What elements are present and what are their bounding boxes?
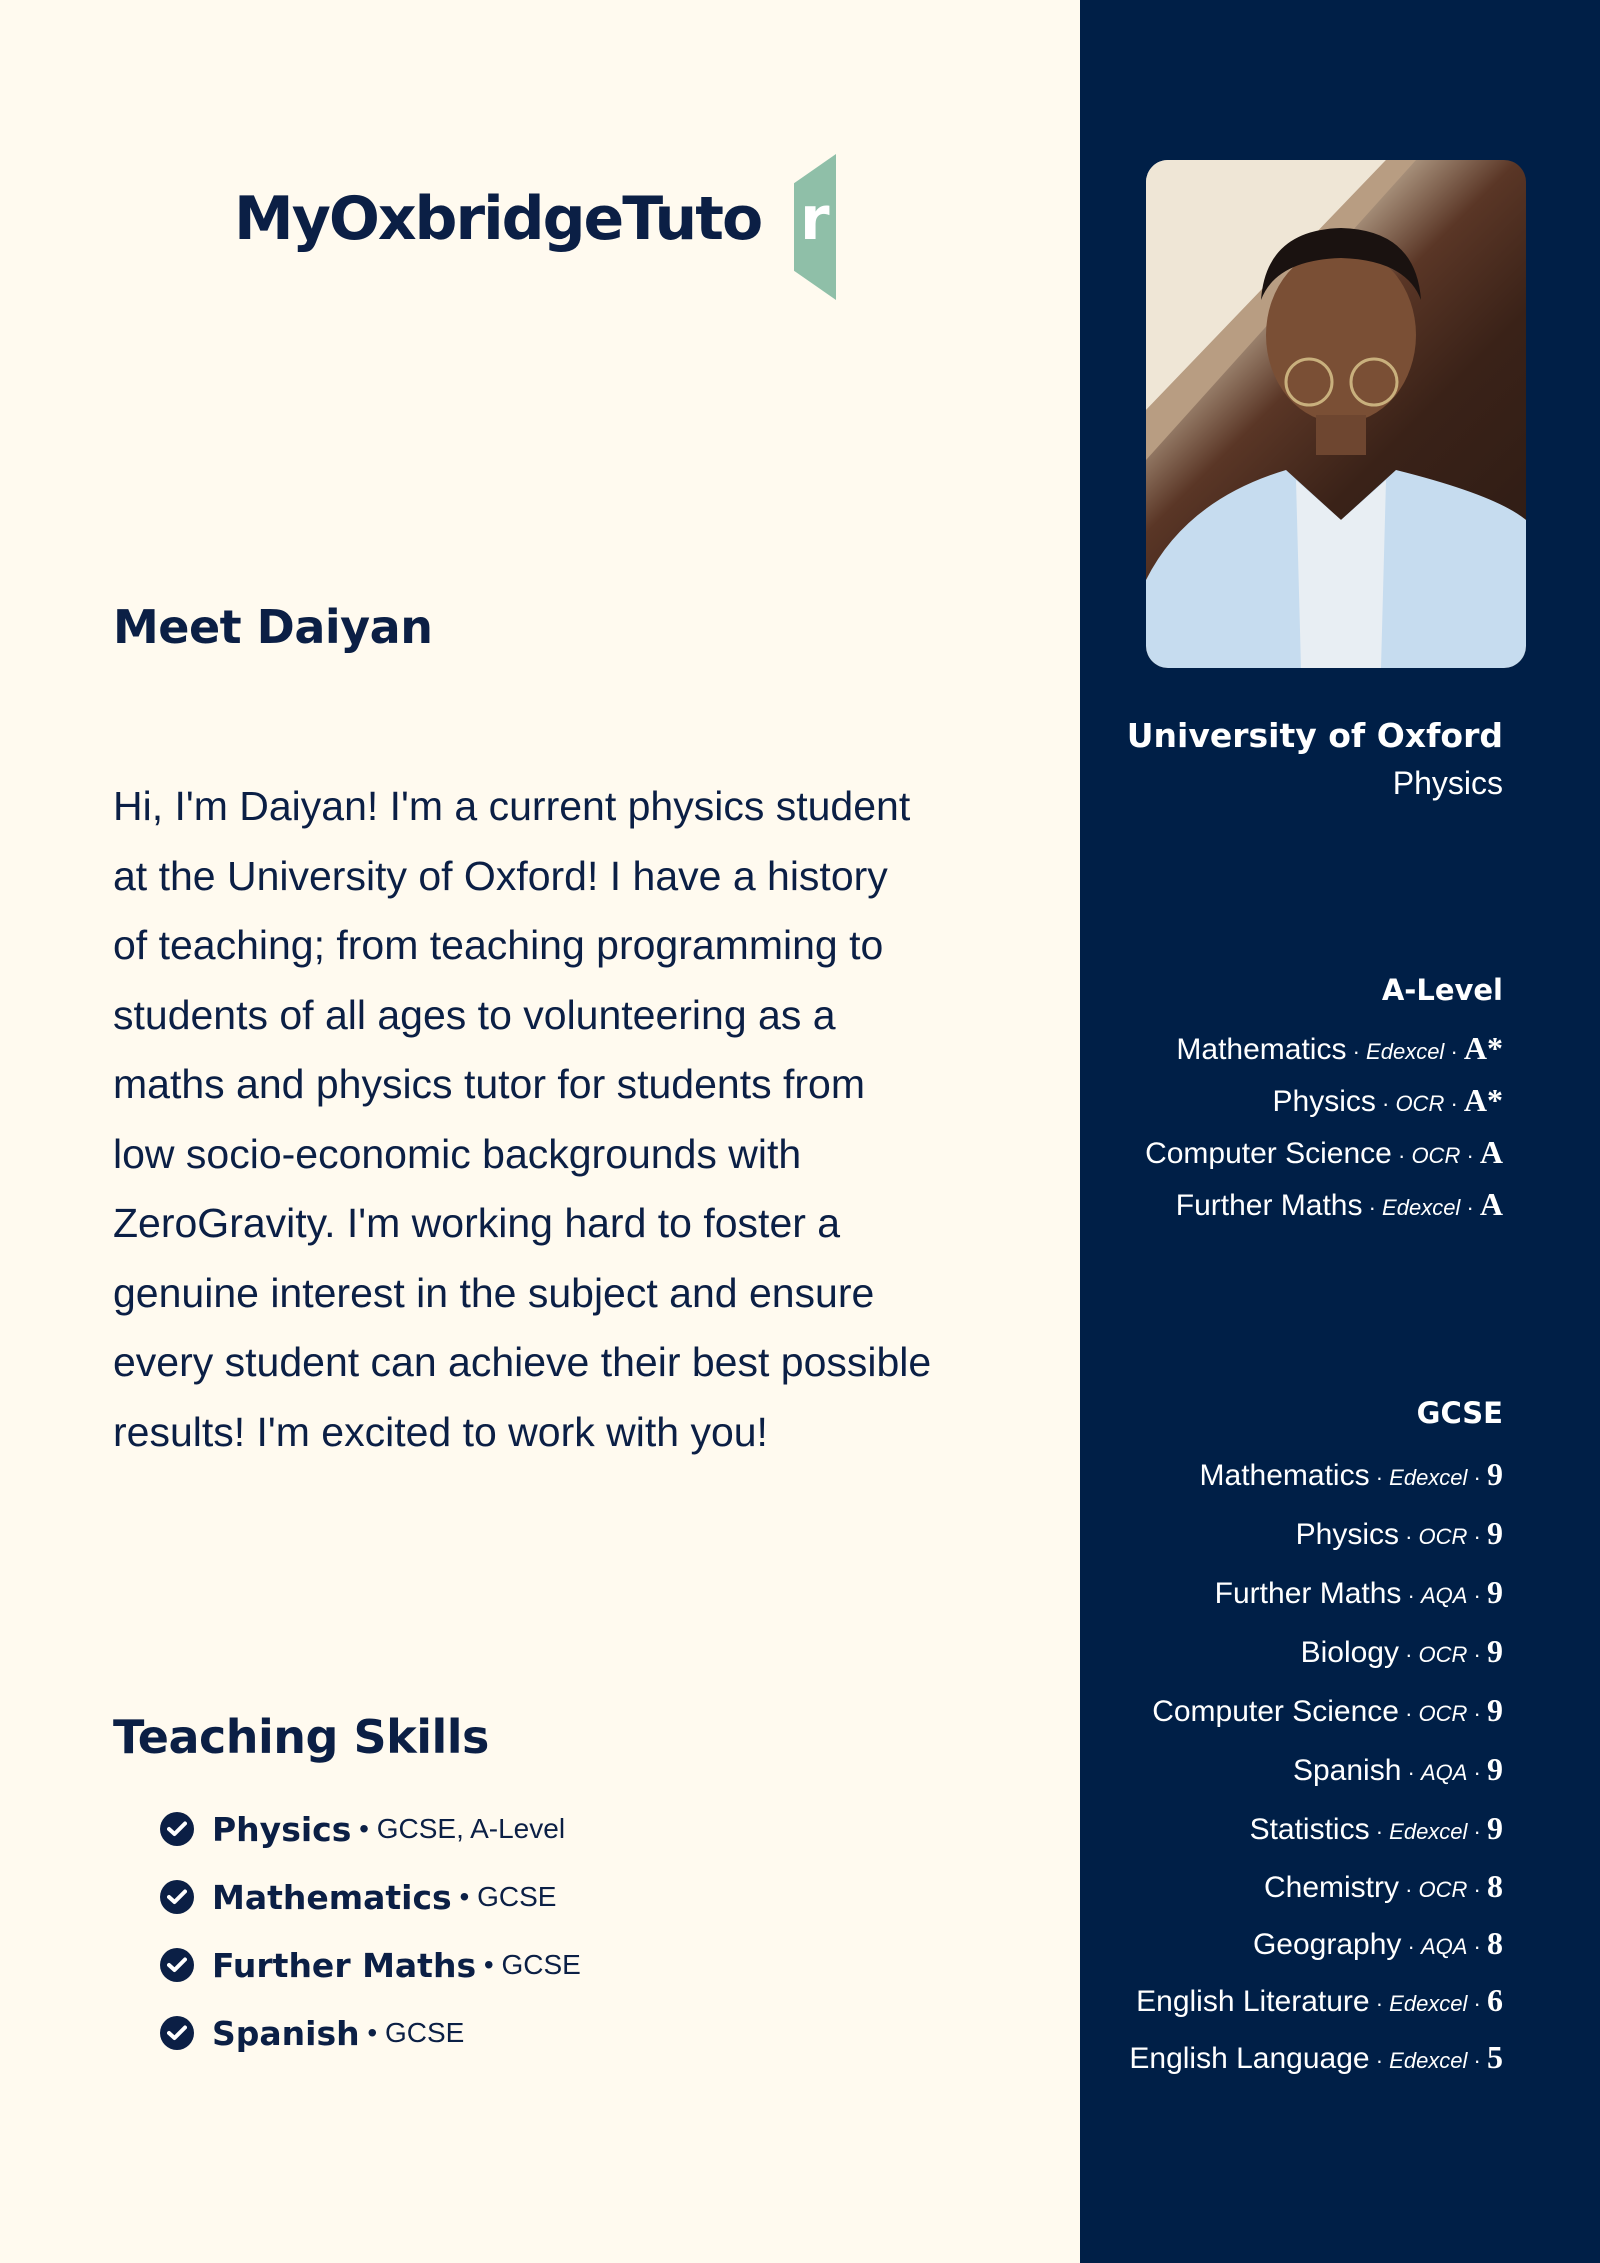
gcse-title: GCSE — [1416, 1396, 1503, 1430]
brand-logo-text: MyOxbridgeTuto — [234, 184, 762, 254]
alevel-row: Computer Science · OCR · A — [1145, 1134, 1503, 1170]
skill-levels: GCSE, A-Level — [376, 1813, 566, 1844]
tutor-portrait-photo — [1146, 160, 1526, 668]
teaching-skills-heading: Teaching Skills — [113, 1710, 489, 1764]
alevel-row: Mathematics · Edexcel · A* — [1176, 1030, 1503, 1066]
intro-heading: Meet Daiyan — [113, 600, 433, 654]
skill-subject: Further Maths — [212, 1945, 477, 1985]
skill-subject: Physics — [212, 1809, 352, 1849]
gcse-row: Physics · OCR · 9 — [1295, 1515, 1503, 1551]
skill-levels: GCSE — [477, 1881, 557, 1912]
brand-logo-flag-letter: r — [800, 184, 830, 254]
gcse-row: Further Maths · AQA · 9 — [1214, 1574, 1503, 1610]
alevel-title: A-Level — [1381, 973, 1503, 1007]
alevel-row: Physics · OCR · A* — [1272, 1082, 1503, 1118]
skill-subject: Spanish — [212, 2013, 360, 2053]
skill-item-further-maths: Further Maths • GCSE — [160, 1931, 581, 1999]
gcse-results — [1129, 1393, 1503, 2086]
gcse-row: Mathematics · Edexcel · 9 — [1199, 1456, 1503, 1492]
university-info — [1127, 716, 1503, 802]
university-name: University of Oxford — [1126, 716, 1503, 755]
alevel-results — [1145, 970, 1503, 1230]
gcse-row: Chemistry · OCR · 8 — [1263, 1868, 1503, 1904]
check-circle-icon — [160, 2016, 194, 2050]
intro-bio: Hi, I'm Daiyan! I'm a current physics student at the University of Oxford! I have a history of teaching; from teaching programming to students of all ages to volunteering as a maths and physics tutor for students from low socio-economic backgrounds with ZeroGravity. I'm working hard to foster a genuine interest in the subject and ensure every student can achieve their best possible results! I'm excited to work with you! — [113, 783, 932, 1455]
alevel-row: Further Maths · Edexcel · A — [1175, 1186, 1503, 1222]
gcse-row: English Literature · Edexcel · 6 — [1136, 1982, 1503, 2018]
gcse-row: English Language · Edexcel · 5 — [1129, 2039, 1503, 2075]
gcse-row: Spanish · AQA · 9 — [1292, 1751, 1503, 1787]
skill-item-spanish: Spanish • GCSE — [160, 1999, 581, 2067]
teaching-skills-list — [160, 1795, 581, 2067]
gcse-row: Biology · OCR · 9 — [1300, 1633, 1503, 1669]
skill-item-mathematics: Mathematics • GCSE — [160, 1863, 581, 1931]
gcse-row: Geography · AQA · 8 — [1252, 1925, 1503, 1961]
check-circle-icon — [160, 1880, 194, 1914]
skill-subject: Mathematics — [212, 1877, 452, 1917]
check-circle-icon — [160, 1948, 194, 1982]
skill-levels: GCSE — [501, 1949, 581, 1980]
check-circle-icon — [160, 1812, 194, 1846]
skill-levels: GCSE — [384, 2017, 465, 2048]
profile-sidebar — [1080, 0, 1600, 2263]
gcse-row: Computer Science · OCR · 9 — [1152, 1692, 1503, 1728]
gcse-row: Statistics · Edexcel · 9 — [1249, 1810, 1503, 1846]
skill-item-physics: Physics • GCSE, A-Level — [160, 1795, 581, 1863]
course-name: Physics — [1392, 765, 1503, 801]
